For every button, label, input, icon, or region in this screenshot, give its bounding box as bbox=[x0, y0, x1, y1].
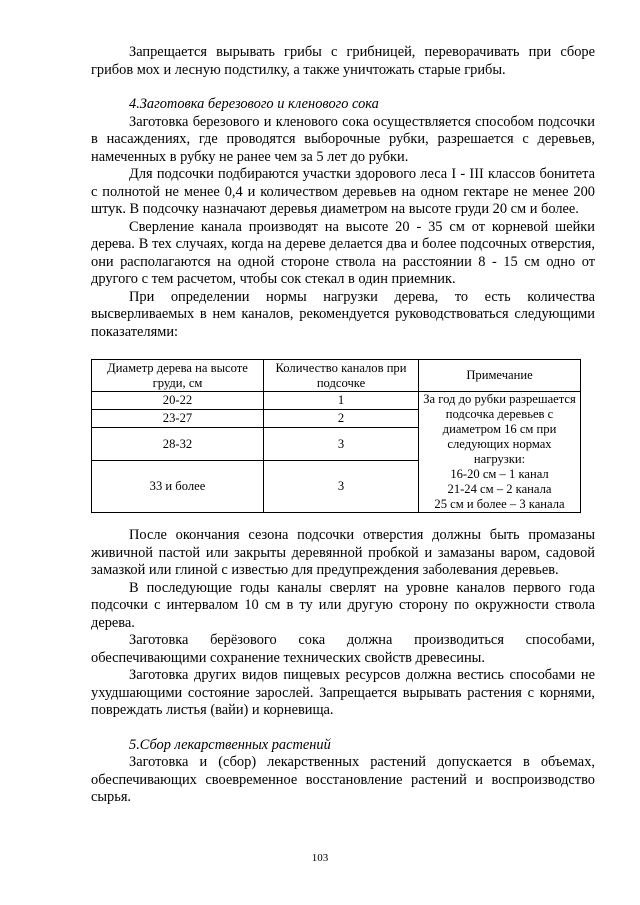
paragraph-after-season: После окончания сезона подсочки отверстия должны быть промазаны живичной пастой или закрыты деревянной пробкой и замазаны варом, садовой замазкой или глиной с известью для предупреждения заболевания деревьев. bbox=[91, 527, 595, 578]
paragraph-medicinal-harvest: Заготовка и (сбор) лекарственных растений допускается в объемах, обеспечивающих своевременное восстановление растений и воспроизводство сырья. bbox=[91, 754, 595, 805]
cell-note bbox=[419, 392, 581, 513]
cell-diameter: 33 и более bbox=[92, 460, 264, 512]
table-header-row bbox=[92, 360, 581, 392]
section-heading-birch-maple-sap: 4.Заготовка березового и кленового сока bbox=[129, 96, 379, 112]
paragraph-channel-drilling: Сверление канала производят на высоте 20 - 35 см от корневой шейки дерева. В тех случаях, когда на дереве делается два и более подсочных отверстия, они располагаются на одной стороне ствола на расстоянии 8 - 15 см одно от другого с тем расчетом, чтобы сок стекал в один приемник. bbox=[91, 218, 595, 287]
header-diameter: Диаметр дерева на высоте груди, см bbox=[92, 360, 264, 392]
page-number: 103 bbox=[311, 852, 329, 864]
note-line: подсочка деревьев с bbox=[445, 407, 554, 421]
header-note: Примечание bbox=[419, 360, 581, 392]
table-row bbox=[92, 392, 581, 410]
note-line: следующих нормах нагрузки: bbox=[447, 437, 552, 466]
note-line: 25 см и более – 3 канала bbox=[434, 497, 565, 511]
note-line: За год до рубки разрешается bbox=[423, 392, 576, 406]
paragraph-mushrooms: Запрещается вырывать грибы с грибницей, переворачивать при сборе грибов мох и лесную подстилку, а также уничтожать старые грибы. bbox=[91, 44, 595, 78]
note-line: 16-20 см – 1 канал bbox=[450, 467, 549, 481]
paragraph-birch-sap-methods: Заготовка берёзового сока должна производиться способами, обеспечивающими сохранение технических свойств древесины. bbox=[91, 632, 595, 666]
paragraph-load-norms-intro: При определении нормы нагрузки дерева, то есть количества высверливаемых в нем каналов, рекомендуется руководствоваться следующими показателями: bbox=[91, 288, 595, 340]
cell-diameter: 20-22 bbox=[92, 392, 264, 410]
cell-diameter: 23-27 bbox=[92, 410, 264, 428]
cell-channels: 2 bbox=[264, 410, 419, 428]
section-heading-medicinal-plants: 5.Сбор лекарственных растений bbox=[129, 736, 331, 753]
paragraph-sap-tapping-method: Заготовка березового и кленового сока осуществляется способом подсочки в насаждениях, где проводятся выборочные рубки, разрешается с деревьев, намеченных в рубку не ранее чем за 5 лет до рубки. bbox=[91, 113, 595, 165]
cell-channels: 1 bbox=[264, 392, 419, 410]
paragraph-following-years: В последующие годы каналы сверлят на уровне каналов первого года подсочки с интервалом 10 см в ту или другую сторону по окружности ствола дерева. bbox=[91, 579, 595, 631]
note-line: диаметром 16 см при bbox=[442, 422, 557, 436]
note-line: 21-24 см – 2 канала bbox=[447, 482, 552, 496]
tapping-load-table bbox=[91, 359, 581, 513]
document-page bbox=[91, 44, 595, 807]
paragraph-other-food-resources: Заготовка других видов пищевых ресурсов должна вестись способами не ухудшающими состояние зарослей. Запрещается вырывать растения с корнями, повреждать листья (вайи) и корневища. bbox=[91, 667, 595, 718]
cell-channels: 3 bbox=[264, 428, 419, 461]
cell-channels: 3 bbox=[264, 460, 419, 512]
cell-diameter: 28-32 bbox=[92, 428, 264, 461]
paragraph-site-selection: Для подсочки подбираются участки здорового леса I - III классов бонитета с полнотой не менее 0,4 и количеством деревьев на одном гектаре не менее 200 штук. В подсочку назначают деревья диаметром на высоте груди 20 см и более. bbox=[91, 166, 595, 217]
header-channels: Количество каналов при подсочке bbox=[264, 360, 419, 392]
